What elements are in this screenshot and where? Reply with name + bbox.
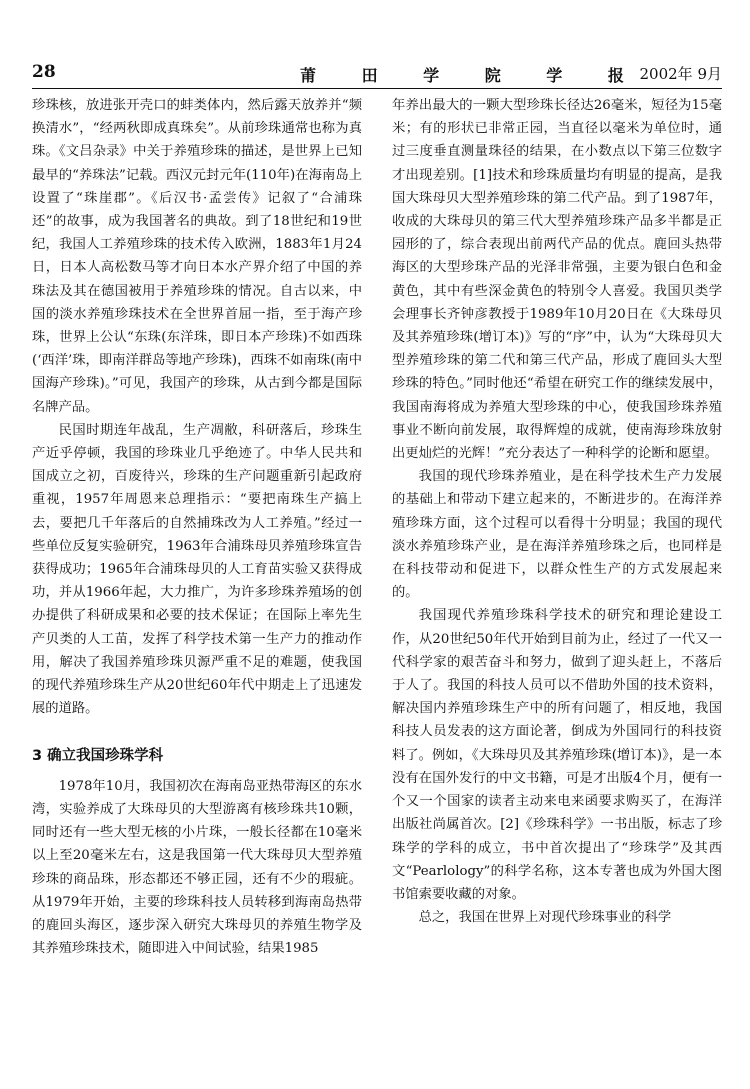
issue-date: 2002年 9月: [639, 65, 722, 83]
body-paragraph: 民国时期连年战乱，生产凋敝，科研落后，珍珠生产近乎停顿，我国的珍珠业几乎绝迹了。中华人民共和国成立之初，百废待兴，珍珠的生产问题重新引起政府重视，1957年周恩来总理指示：“要把南珠生产搞上去，要把几千年落后的自然捕珠改为人工养殖。”经过一些单位反复实验研究，1963年合浦珠母贝养殖珍珠宣告获得成功；1965年合浦珠母贝的人工育苗实验又获得成功，并从1966年起，大力推广，为许多珍珠养殖场的创办提供了科研成果和必要的技术保证；在国际上率先生产贝类的人工苗，发挥了科学技术第一生产力的推动作用，解决了我国养殖珍珠贝源严重不足的难题，使我国的现代养殖珍珠生产从20世纪60年代中期走上了迅速发展的道路。: [32, 422, 362, 717]
page-header: [32, 60, 722, 89]
body-paragraph: 年养出最大的一颗大型珍珠长径达26毫米，短径为15毫米；有的形状已非常正园，当直径以毫米为单位时，通过三度垂直测量珠径的结果，在小数点以下第三位数字才出现差别。[1]技术和珍珠质量均有明显的提高，是我国大珠母贝大型养殖珍珠的第二代产品。到了1987年，收成的大珠母贝的第三代大型养殖珍珠产品多半都是正园形的了，综合表现出前两代产品的优点。鹿回头热带海区的大型珍珠产品的光泽非常强，主要为银白色和金黄色，其中有些深金黄色的特别令人喜爱。我国贝类学会理事长齐钟彦教授于1989年10月20日在《大珠母贝及其养殖珍珠(增订本)》写的“序”中，认为“大珠母贝大型养殖珍珠的第二代和第三代产品，形成了鹿回头大型珍珠的特色。”同时他还“希望在研究工作的继续发展中，我国南海将成为养殖大型珍珠的中心，使我国珍珠养殖事业不断向前发展，取得辉煌的成就，使南海珍珠放射出更灿烂的光辉！”充分表达了一种科学的论断和愿望。: [392, 98, 722, 462]
body-paragraph: 1978年10月，我国初次在海南岛亚热带海区的东水湾，实验养成了大珠母贝的大型游离有核珍珠共10颗，同时还有一些大型无核的小片珠，一般长径都在10毫米以上至20毫米左右，这是我国第一代大珠母贝大型养殖珍珠的商品珠，形态都还不够正园，还有不少的瑕疵。从1979年开始，主要的珍珠科技人员转移到海南岛热带的鹿回头海区，逐步深入研究大珠母贝的养殖生物学及其养殖珍珠技术，随即进入中间试验，结果1985: [32, 778, 362, 957]
left-column: [32, 94, 362, 960]
journal-name: 莆 田 学 院 学 报: [300, 66, 644, 85]
page-number: 28: [32, 62, 56, 82]
section-heading: 3 确立我国珍珠学科: [32, 748, 164, 765]
body-paragraph: 我国现代养殖珍珠科学技术的研究和理论建设工作，从20世纪50年代开始到目前为止，经过了一代又一代科学家的艰苦奋斗和努力，做到了迎头赶上，不落后于人了。我国的科技人员可以不借助外国的技术资料，解决国内养殖珍珠生产中的所有问题了，相反地，我国科技人员发表的这方面论著，倒成为外国同行的科技资料了。例如，《大珠母贝及其养殖珍珠(增订本)》，是一本没有在国外发行的中文书籍，可是才出版4个月，便有一个又一个国家的读者主动来电来函要求购买了，在海洋出版社尚属首次。[2]《珍珠科学》一书出版，标志了珍珠学的学科的成立，书中首次提出了“珍珠学”及其西文“Pearlology”的科学名称，这本专著也成为外国大图书馆索要收藏的对象。: [392, 608, 722, 902]
body-paragraph: 我国的现代珍珠养殖业，是在科学技术生产力发展的基础上和带动下建立起来的，不断进步的。在海洋养殖珍珠方面，这个过程可以看得十分明显；我国的现代淡水养殖珍珠产业，是在海洋养殖珍珠之后，也同样是在科技带动和促进下，以群众性生产的方式发展起来的。: [392, 469, 722, 601]
body-paragraph: 总之，我国在世界上对现代珍珠事业的科学: [418, 910, 672, 926]
right-column: [392, 94, 722, 929]
body-paragraph: 珍珠核，放进张开壳口的蚌类体内，然后露天放养并“频换清水”，“经两秋即成真珠矣”。从前珍珠通常也称为真珠。《文吕杂录》中关于养殖珍珠的描述，是世界上已知最早的“养珠法”记载。西汉元封元年(110年)在海南岛上设置了“珠崖郡”。《后汉书·孟尝传》记叙了“合浦珠还”的故事，成为我国著名的典故。到了18世纪和19世纪，我国人工养殖珍珠的技术传入欧洲，1883年1月24日，日本人高松数马等才向日本水产界介绍了中国的养珠法及其在德国被用于养殖珍珠的情况。自古以来，中国的淡水养殖珍珠技术在全世界首屈一指，至于海产珍珠，世界上公认“东珠(东洋珠，即日本产珍珠)不如西珠(‘西洋’珠，即南洋群岛等地产珍珠)，西珠不如南珠(南中国海产珍珠)。”可见，我国产的珍珠，从古到今都是国际名牌产品。: [32, 98, 362, 415]
